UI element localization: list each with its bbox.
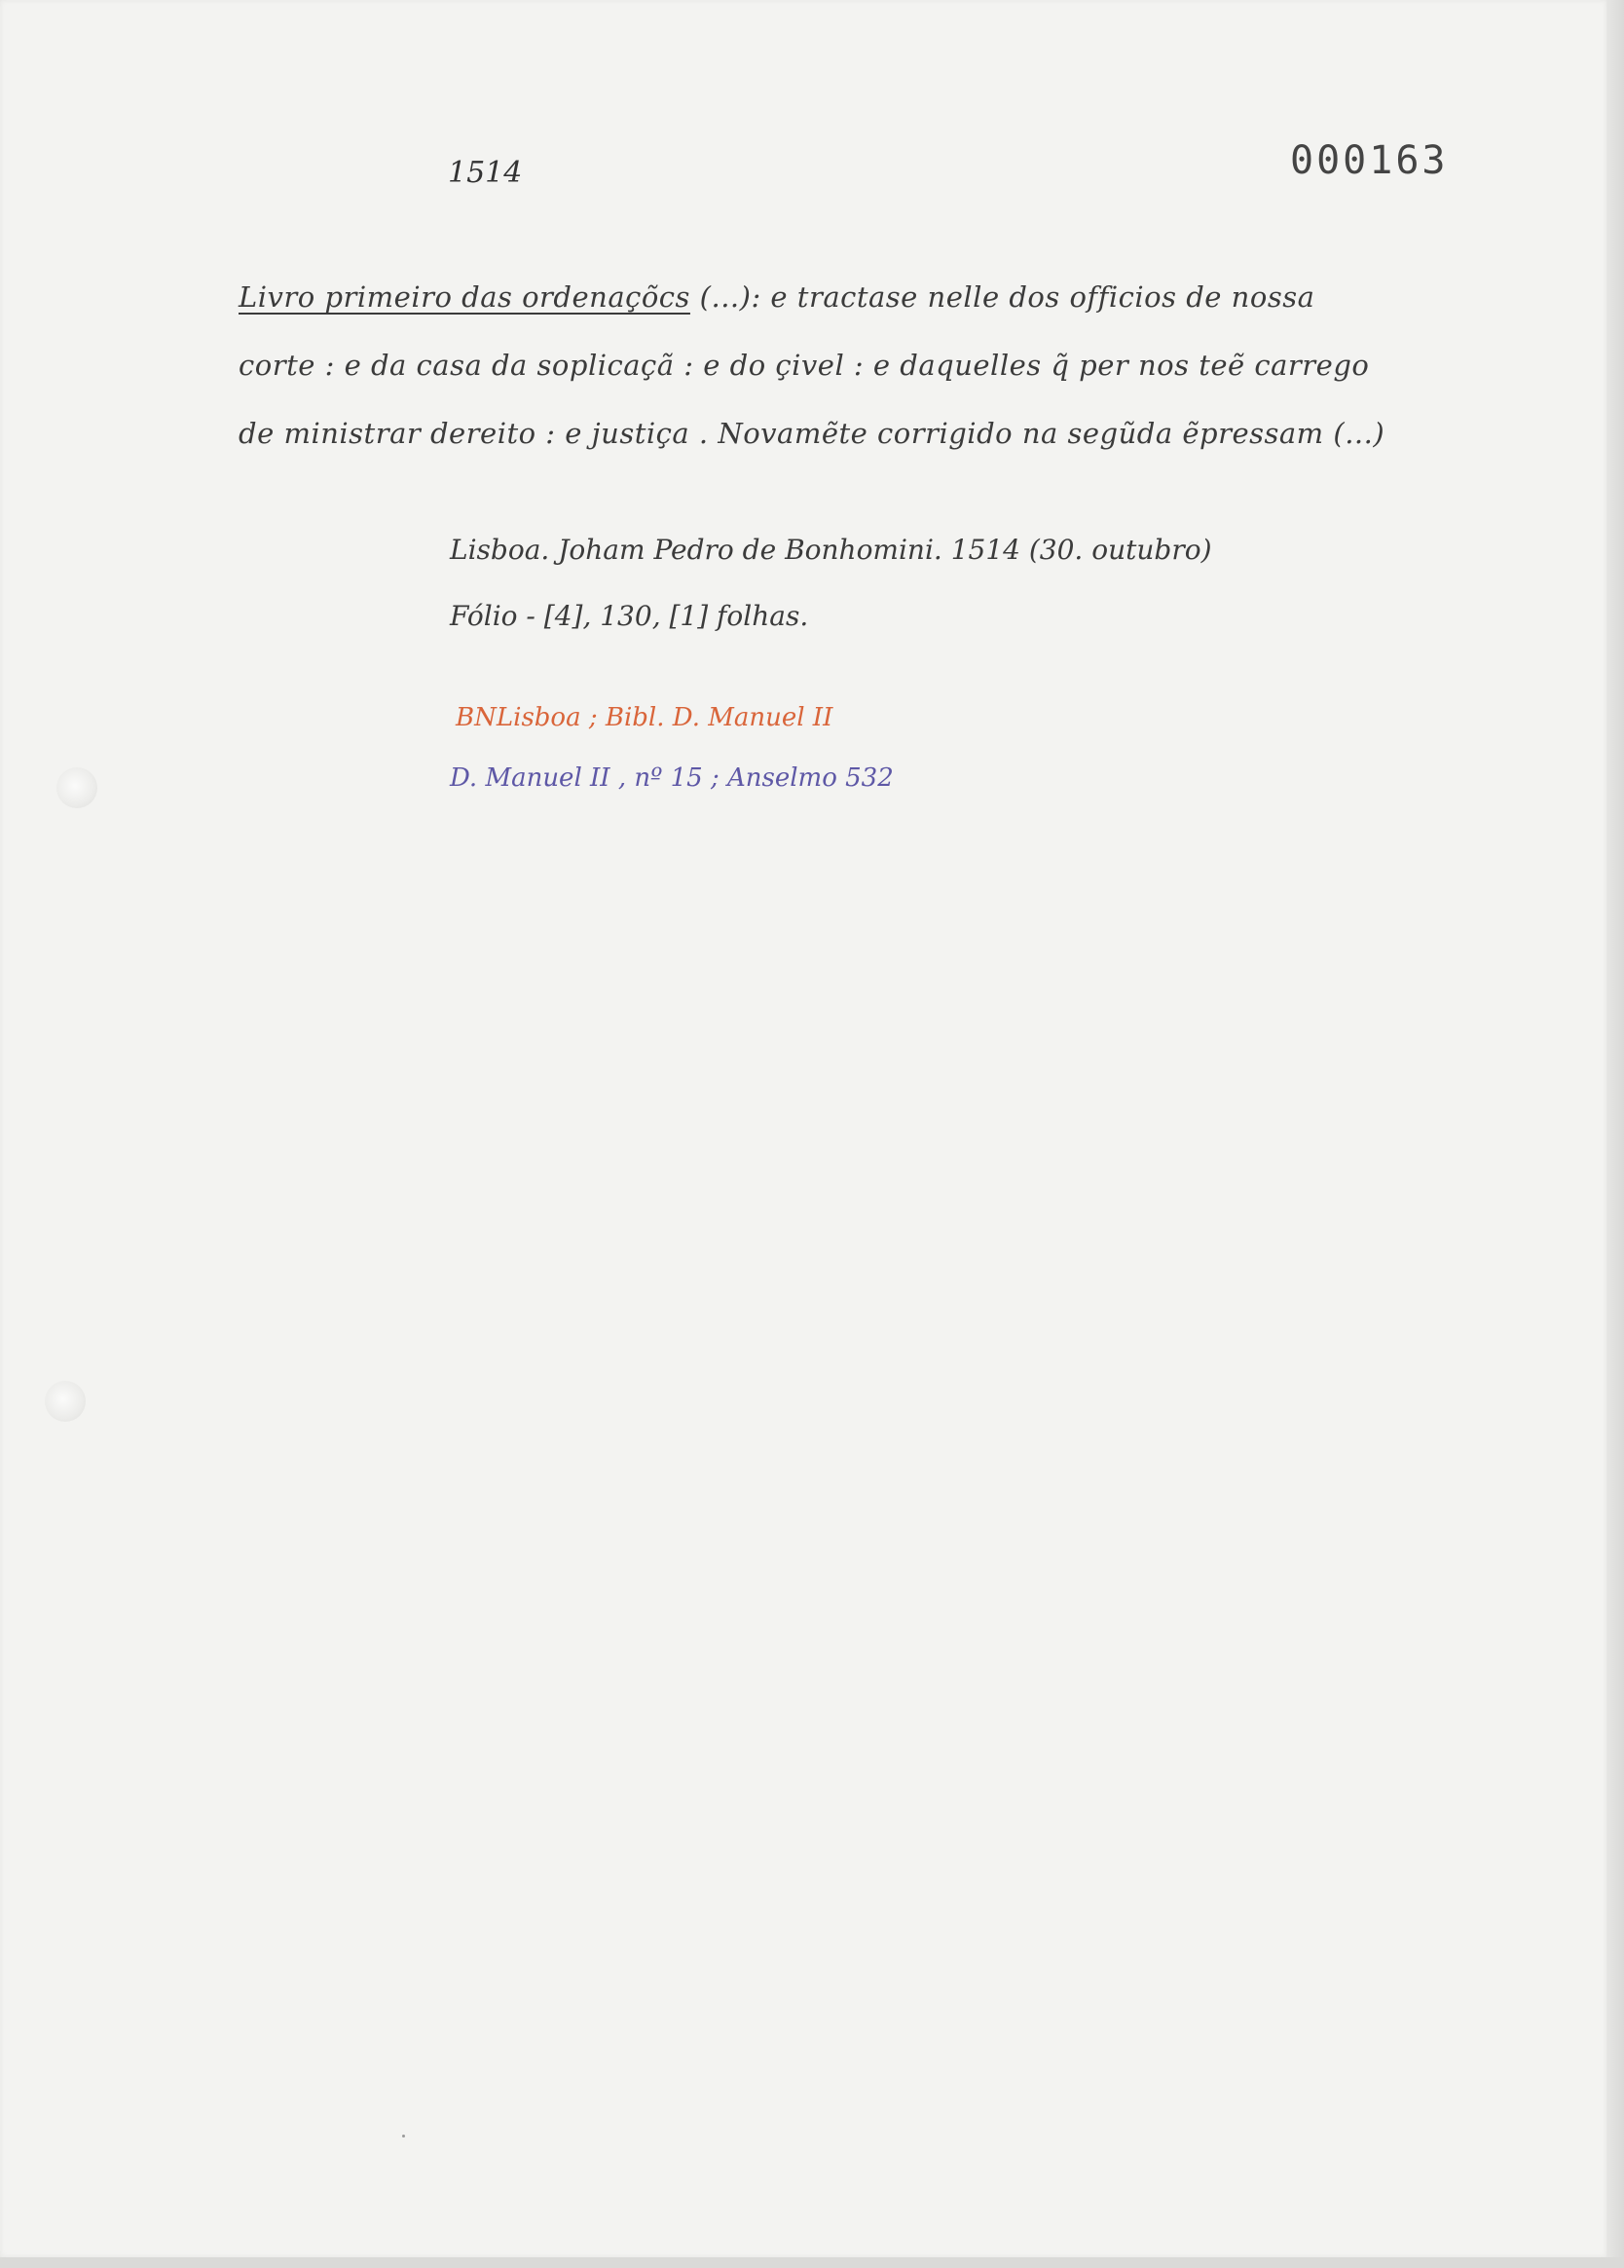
holding-location: BNLisboa ; Bibl. D. Manuel II xyxy=(456,703,833,732)
format-extent-line: Fólio - [4], 130, [1] folhas. xyxy=(450,600,809,632)
card-number: 000163 xyxy=(1290,138,1449,183)
card-year: 1514 xyxy=(448,156,523,190)
title-line-1 xyxy=(239,280,1314,314)
card-edge xyxy=(1606,0,1624,2268)
punch-hole xyxy=(56,767,97,808)
paper-speck xyxy=(402,2135,405,2138)
title-line-2: corte : e da casa da soplicaçã : e do çivel : e daquelles q̃ per nos teẽ carrego xyxy=(239,349,1370,382)
card-bottom-edge xyxy=(0,2257,1624,2268)
title-line-3: de ministrar dereito : e justiça . Novamẽte corrigido na segũda ẽpressam (...) xyxy=(239,417,1385,450)
title-underlined: Livro primeiro das ordenaçõcs xyxy=(239,280,690,314)
punch-hole xyxy=(45,1381,86,1422)
title-line-1-rest: (...): e tractase nelle dos officios de nossa xyxy=(689,280,1315,314)
bibliographic-references: D. Manuel II , nº 15 ; Anselmo 532 xyxy=(450,763,894,793)
imprint-line: Lisboa. Joham Pedro de Bonhomini. 1514 (30. outubro) xyxy=(450,534,1212,566)
